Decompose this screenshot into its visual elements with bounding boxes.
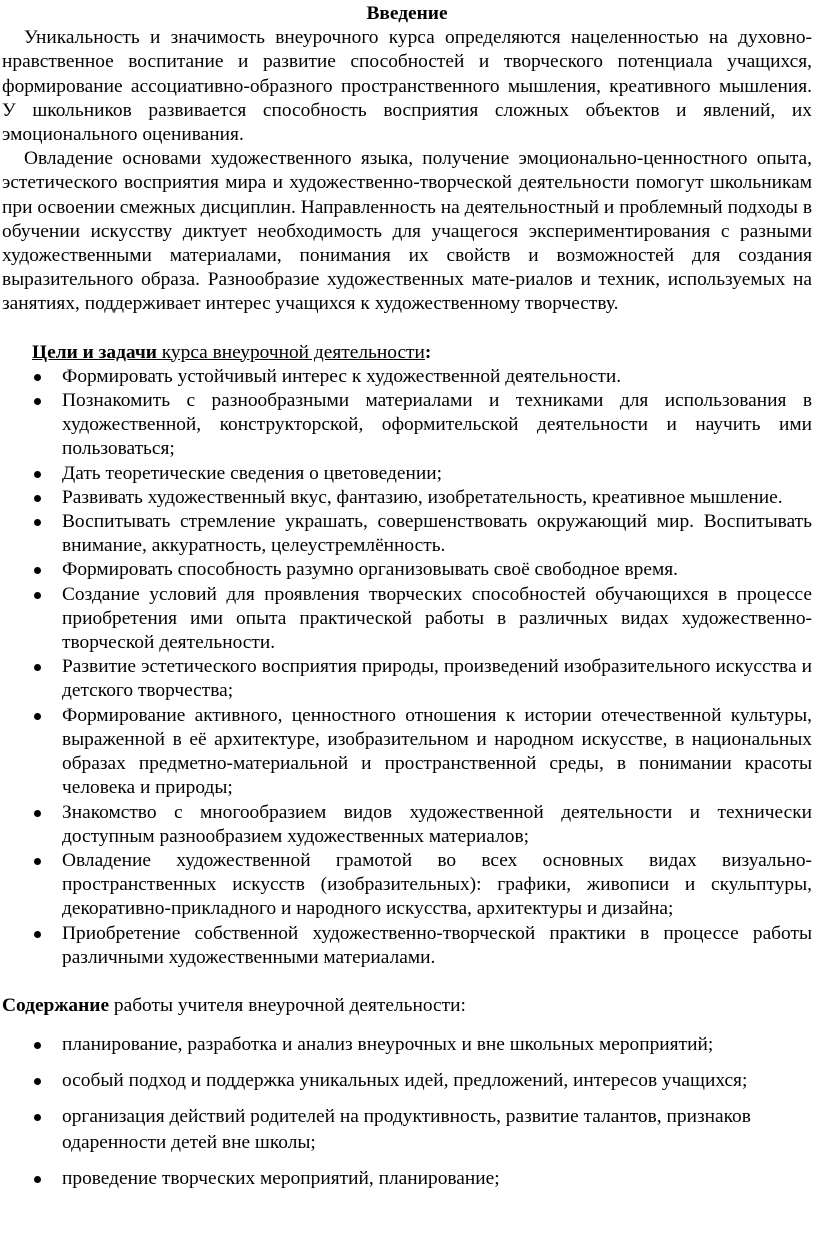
list-item: Формировать способность разумно организовывать своё свободное время. bbox=[2, 558, 812, 582]
list-item: Дать теоретические сведения о цветоведении; bbox=[2, 462, 812, 486]
goals-heading-rest: курса внеурочной деятельности bbox=[156, 341, 425, 363]
list-item: Воспитывать стремление украшать, совершенствовать окружающий мир. Воспитывать внимание, аккуратность, целеустремлённость. bbox=[2, 510, 812, 558]
list-item: Овладение художественной грамотой во всех основных видах визуально-пространственных искусств (изобразительных): графики, живописи и скульптуры, декоративно-прикладного и народного искусства, архитектуры и дизайна; bbox=[2, 849, 812, 922]
intro-paragraph-2: Овладение основами художественного языка, получение эмоционально-ценностного опыта, эстетического восприятия мира и художественно-творческой деятельности помогут школьникам при освоении смежных дисциплин. Направленность на деятельностный и проблемный подходы в обучении искусству диктует необходимость для учащегося экспериментирования с разными художественными материалами, понимания их свойств и возможностей для создания выразительного образа. Разнообразие художественных мате-риалов и техник, используемых на занятиях, поддерживает интерес учащихся к художественному творчеству. bbox=[2, 148, 812, 315]
goals-heading bbox=[32, 341, 812, 365]
content-list bbox=[2, 1032, 812, 1192]
goals-heading-colon: : bbox=[424, 341, 432, 363]
goals-list bbox=[2, 365, 812, 970]
list-item: планирование, разработка и анализ внеурочных и вне школьных мероприятий; bbox=[2, 1032, 812, 1058]
list-item: Создание условий для проявления творческих способностей обучающихся в процессе приобретения ими опыта практической работы в различных видах художественно-творческой деятельности. bbox=[2, 583, 812, 656]
content-heading bbox=[2, 994, 812, 1018]
list-item: Формирование активного, ценностного отношения к истории отечественной культуры, выраженной в её архитектуре, изобразительном и народном искусстве, в национальных образах предметно-материальной и пространственной среды, в понимании красоты человека и природы; bbox=[2, 704, 812, 801]
list-item: Приобретение собственной художественно-творческой практики в процессе работы различными художественными материалами. bbox=[2, 922, 812, 970]
document-page bbox=[0, 2, 816, 1254]
list-item: Развивать художественный вкус, фантазию, изобретательность, креативное мышление. bbox=[2, 486, 812, 510]
goals-heading-bold: Цели и задачи bbox=[32, 341, 157, 363]
goals-heading-underlined bbox=[32, 342, 425, 363]
intro-paragraph-1: Уникальность и значимость внеурочного курса определяются нацеленностью на духовно-нравственное воспитание и развитие способностей и творческого потенциала учащихся, формирование ассоциативно-образного пространственного мышления, креативного мышления. У школьников развивается способность восприятия сложных объектов и явлений, их эмоционального оценивания. bbox=[2, 27, 812, 146]
content-heading-bold: Содержание bbox=[2, 994, 110, 1016]
list-item: Формировать устойчивый интерес к художественной деятельности. bbox=[2, 365, 812, 389]
list-item: организация действий родителей на продуктивность, развитие талантов, признаков одаренности детей вне школы; bbox=[2, 1104, 812, 1156]
list-item: особый подход и поддержка уникальных идей, предложений, интересов учащихся; bbox=[2, 1068, 812, 1094]
list-item: проведение творческих мероприятий, планирование; bbox=[2, 1166, 812, 1192]
content-heading-rest: работы учителя внеурочной деятельности: bbox=[109, 994, 466, 1016]
list-item: Познакомить с разнообразными материалами и техниками для использования в художественной, конструкторской, оформительской деятельности и научить ими пользоваться; bbox=[2, 389, 812, 462]
list-item: Знакомство с многообразием видов художественной деятельности и технически доступным разнообразием художественных материалов; bbox=[2, 801, 812, 849]
list-item: Развитие эстетического восприятия природы, произведений изобразительного искусства и детского творчества; bbox=[2, 655, 812, 703]
page-title: Введение bbox=[366, 3, 448, 24]
